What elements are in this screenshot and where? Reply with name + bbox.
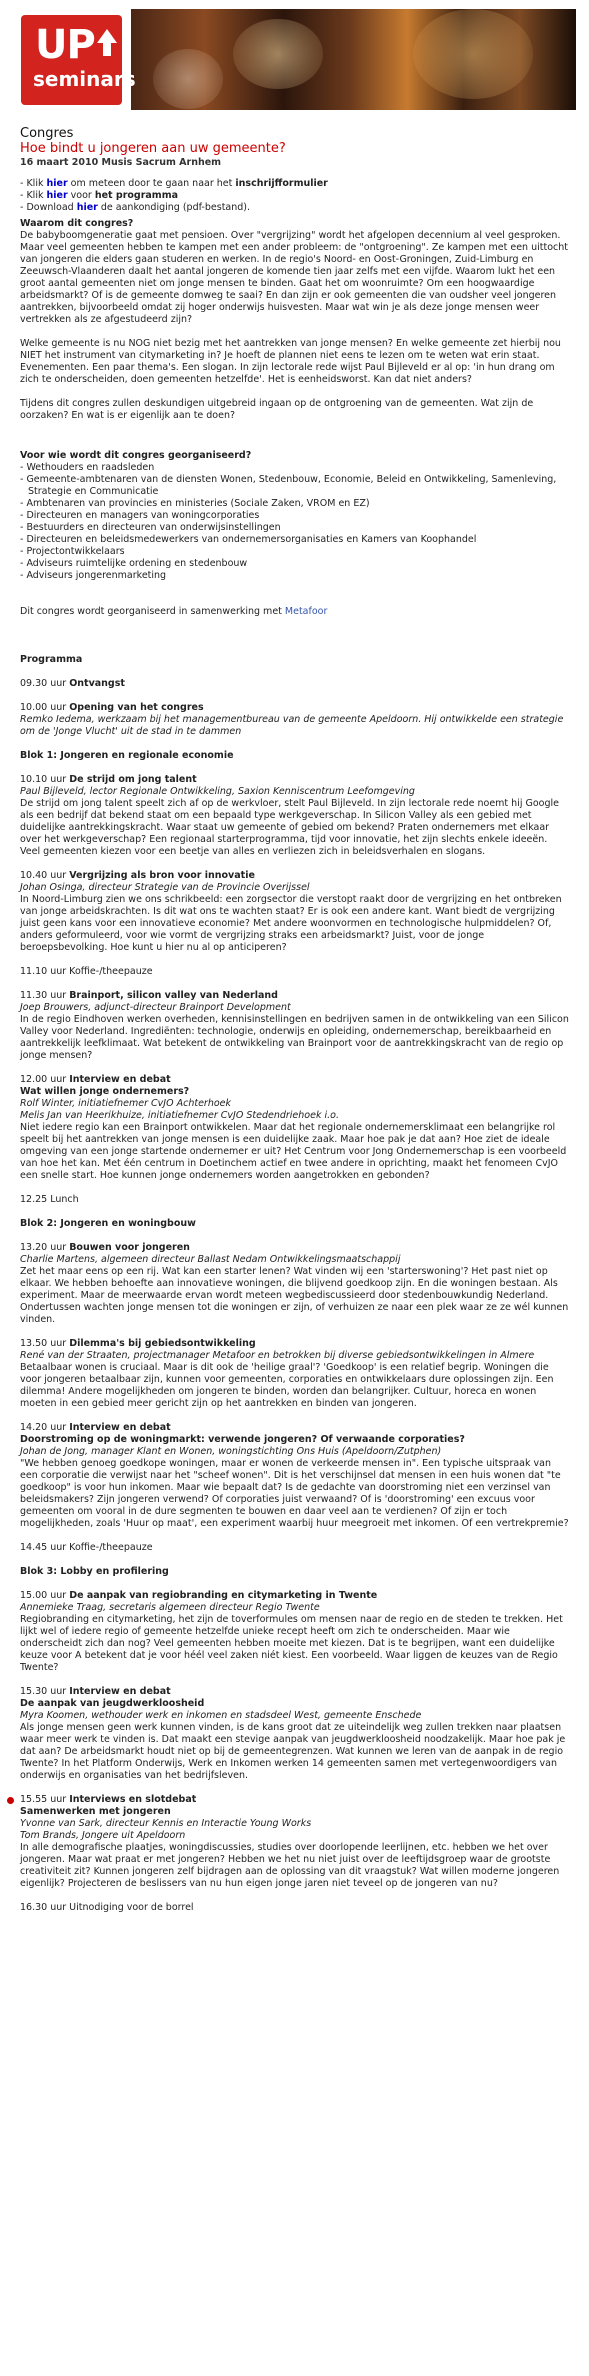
speaker: Yvonne van Sark, directeur Kennis en Interactie Young Works — [20, 1818, 312, 1829]
list-item: - Adviseurs ruimtelijke ordening en stedenbouw — [20, 558, 248, 569]
programme-item-arrival: 09.30 uur Ontvangst — [20, 678, 125, 689]
programme-item: 15.30 uur Interview en debat De aanpak van jeugdwerkloosheid Myra Koomen, wethouder werk en inkomen en stadsdeel West, gemeente Enschede Als jonge mensen geen werk kunnen vinden, is de kans groot dat ze uiteindelijk weg zullen trekken naar plaatsen waar meer werk te vinden is. Dat maakt een stevige aanpak van jeugdwerkloosheid noodzakelijk. Maar hoe pak je dat aan? De arbeidsmarkt houdt niet op bij de gemeentegrenzen. Wat kunnen we leren van de aanpak in de regio Twente? In het Platform Onderwijs, Werk en Inkomen werken 14 gemeenten samen met vertegenwoordigers van onderwijs en organisaties van het bedrijfsleven. — [20, 1686, 569, 1782]
list-item: - Adviseurs jongerenmarketing — [20, 570, 167, 581]
audience-heading: Voor wie wordt dit congres georganiseerd? — [20, 450, 252, 461]
programme-item: 12.00 uur Interview en debat Wat willen jonge ondernemers? Rolf Winter, initiatiefnemer CvJO Achterhoek Melis Jan van Heerikhuize, initiatiefnemer CvJO Stedendriehoek i.o. Niet iedere regio kan een Brainport ontwikkelen. Maar dat het regionale ondernemersklimaat een belangrijke rol speelt bij het aantrekken van jonge mensen is een duidelijke zaak. Maar hoe pak je dat aan? Hoe ziet de ideale omgeving van een jonge startende ondernemer er uit? Het Centrum voor Jong Ondernemerschap is een voorbeeld van hoe het kan. Met één centrum in Doetinchem actief en twee andere in oprichting, maakt het fenomeen CvJO een snelle start. Hoe kunnen jonge ondernemers worden aangetrokken en gebonden? — [20, 1074, 569, 1182]
speaker: Annemieke Traag, secretaris algemeen directeur Regio Twente — [20, 1602, 320, 1613]
programme-item: 14.20 uur Interview en debat Doorstroming op de woningmarkt: verwende jongeren? Of verwaande corporaties? Johan de Jong, manager Klant en Wonen, woningstichting Ons Huis (Apeldoorn/Zutphen) "We hebben genoeg goedkope woningen, maar er wonen de verkeerde mensen in". Een typische uitspraak van een corporatie die verwijst naar het "scheef wonen". Dit is het verschijnsel dat mensen in een huis wonen dat "te goedkoop" is voor hun inkomen. Maar wie bepaalt dat? Is de gedachte van doorstroming niet een verzinsel van beleidsmakers? Zijn jongeren verwend? Of corporaties juist verwaand? Of is 'doorstroming' een excuus voor gemeenten om vooral in de dure segmenten te bouwen en daar veel aan te verdienen? Of zijn er toch mogelijkheden, zoals 'Huur op maat', een experiment waarbij huur meegroeit met inkomen. Of een vertrekpremie? — [20, 1422, 569, 1529]
programme-item: 13.20 uur Bouwen voor jongeren Charlie Martens, algemeen directeur Ballast Nedam Ontwikkelingsmaatschappij Zet het maar eens op een rij. Wat kan een starter lenen? Wat vinden wij een 'starterswoning'? Het past niet op elkaar. We hebben behoefte aan innovatieve woningen, die blijvend goedkoop zijn. En die woningen bestaan. Als experiment. Maar de meerwaarde ervan wordt meteen wegbediscussieerd door stedenbouwkundig Nederland. Ondertussen wachten jonge mensen tot die woningen er zijn, of verhuizen ze naar een plek waar ze ze wél kunnen vinden. — [20, 1242, 569, 1325]
session-subtitle: Doorstroming op de woningmarkt: verwende jongeren? Of verwaande corporaties? — [20, 1434, 465, 1445]
session-description: De strijd om jong talent speelt zich af op de werkvloer, stelt Paul Bijleveld. In zijn lectorale rede noemt hij Google als een bedrijf dat bekend staat om een bepaald type werkgeverschap. In Silicon Valley als een gebied met duidelijke aantrekkingskracht. Waar staat uw gemeente of gebied om bekend? Praten ondernemers met elkaar over het werkgeverschap? Een regionaal starterprogramma, tijd voor innovatie, het zijn slechts enkele ideeën. Veel gemeenten kiezen voor een beetje van alles en verliezen zich in beleidsverhalen en slogans. — [20, 798, 559, 857]
session-description: In alle demografische plaatjes, woningdiscussies, studies over doorlopende leerlijnen, etc. hebben we het over jongeren. Maar wat praat er met jongeren? Hebben we het nu niet juist over de leeftijdsgroep waar de grootste creativiteit zit? Kunnen jongeren zelf bijdragen aan de oplossing van dit vraagstuk? Wat willen moderne jongeren eigenlijk? Projecteren de beslissers van nu hun eigen jonge jaren niet teveel op de jongeren van nu? — [20, 1842, 560, 1889]
block-heading: Blok 2: Jongeren en woningbouw — [20, 1218, 196, 1229]
speaker: Charlie Martens, algemeen directeur Ballast Nedam Ontwikkelingsmaatschappij — [20, 1254, 401, 1265]
list-item: - Ambtenaren van provincies en ministeries (Sociale Zaken, VROM en EZ) — [20, 498, 370, 509]
session-description: Niet iedere regio kan een Brainport ontwikkelen. Maar dat het regionale ondernemersklimaat een belangrijke rol speelt bij het aantrekken van jonge mensen is een duidelijke zaak. Maar hoe pak je dat aan? Hoe ziet de ideale omgeving van een jonge startende ondernemer er uit? Het Centrum voor Jong Ondernemerschap is een voorbeeld van hoe het kan. Met één centrum in Doetinchem actief en twee andere in oprichting, maakt het fenomeen CvJO een snelle start. Hoe kunnen jonge ondernemers worden aangetrokken en gebonden? — [20, 1122, 567, 1181]
programme-item: 13.50 uur Dilemma's bij gebiedsontwikkeling René van der Straaten, projectmanager Metafoor en betrokken bij diverse gebiedsontwikkelingen in Almere Betaalbaar wonen is cruciaal. Maar is dit ook de 'heilige graal'? 'Goedkoop' is een relatief begrip. Woningen die voor jongeren betaalbaar zijn, kunnen voor gemeenten, corporaties en ontwikkelaars dure oplossingen zijn. Een dilemma! Andere mogelijkheden om jongeren te binden, worden dan belangrijker. Cultuur, horeca en wonen moeten in een gebied meer gericht zijn op het aantrekken en binden van jongeren. — [20, 1338, 569, 1410]
session-subtitle: Wat willen jonge ondernemers? — [20, 1086, 190, 1097]
programme-item-lunch: 12.25 Lunch — [20, 1194, 79, 1205]
programme-item-break: 14.45 uur Koffie-/theepauze — [20, 1542, 153, 1553]
programme-item: 15.00 uur De aanpak van regiobranding en citymarketing in Twente Annemieke Traag, secretaris algemeen directeur Regio Twente Regiobranding en citymarketing, het zijn de toverformules om mensen naar de regio en de steden te trekken. Het lijkt wel of iedere regio of gemeente hetzelfde unieke recept heeft om zich te onderscheiden. Maar wie onderscheidt zich dan nog? Veel gemeenten hebben moeite met kiezen. Dat is te begrijpen, want een duidelijke keuze voor A betekent dat je voor héél veel zaken niét kiest. Een voorbeeld. Waar liggen de keuzes van de Regio Twente? — [20, 1590, 569, 1674]
session-subtitle: De aanpak van jeugdwerkloosheid — [20, 1698, 205, 1709]
session-description: Als jonge mensen geen werk kunnen vinden, is de kans groot dat ze uiteindelijk weg zullen trekken naar plaatsen waar meer werk te vinden is. Dat maakt een stevige aanpak van jeugdwerkloosheid noodzakelijk. Maar hoe pak je dat aan? De arbeidsmarkt houdt niet op bij de gemeentegrenzen. Wat kunnen we leren van de aanpak in de regio Twente? In het Platform Onderwijs, Werk en Inkomen werken 14 gemeenten samen met vertegenwoordigers van onderwijs en organisaties van het bedrijfsleven. — [20, 1722, 566, 1781]
speaker: Melis Jan van Heerikhuize, initiatiefnemer CvJO Stedendriehoek i.o. — [20, 1110, 339, 1121]
speaker: Tom Brands, Jongere uit Apeldoorn — [20, 1830, 186, 1841]
programme-item: 15.55 uur Interviews en slotdebat Samenwerken met jongeren Yvonne van Sark, directeur Kennis en Interactie Young Works Tom Brands, Jongere uit Apeldoorn In alle demografische plaatjes, woningdiscussies, studies over doorlopende leerlijnen, etc. hebben we het over jongeren. Maar wat praat er met jongeren? Hebben we het nu niet juist over de leeftijdsgroep waar de grootste creativiteit zit? Kunnen jongeren zelf bijdragen aan de oplossing van dit vraagstuk? Wat willen moderne jongeren eigenlijk? Projecteren de beslissers van nu hun eigen jonge jaren niet teveel op de jongeren van nu? — [20, 1794, 569, 1890]
header-banner — [13, 9, 576, 110]
speaker: Remko Iedema, werkzaam bij het managementbureau van de gemeente Apeldoorn. Hij ontwikkelde een strategie om de 'Jonge Vlucht' uit de stad in te dammen — [20, 714, 564, 737]
why-heading: Waarom dit congres? — [20, 218, 134, 229]
speaker: Myra Koomen, wethouder werk en inkomen en stadsdeel West, gemeente Enschede — [20, 1710, 422, 1721]
speaker: Paul Bijleveld, lector Regionale Ontwikkeling, Saxion Kenniscentrum Leefomgeving — [20, 786, 415, 797]
session-description: Betaalbaar wonen is cruciaal. Maar is dit ook de 'heilige graal'? 'Goedkoop' is een relatief begrip. Woningen die voor jongeren betaalbaar zijn, kunnen voor gemeenten, corporaties en ontwikkelaars dure oplossingen zijn. Een dilemma! Andere mogelijkheden om jongeren te binden, worden dan belangrijker. Cultuur, horeca en wonen moeten in een gebied meer gericht zijn op het aantrekken en binden van jongeren. — [20, 1362, 554, 1409]
list-item: - Bestuurders en directeuren van onderwijsinstellingen — [20, 522, 281, 533]
session-description: Zet het maar eens op een rij. Wat kan een starter lenen? Wat vinden wij een 'starterswoning'? Het past niet op elkaar. We hebben behoefte aan innovatieve woningen, die blijvend goedkoop zijn. En die woningen bestaan. Als experiment. Maar de meerwaarde ervan wordt meteen wegbediscussieerd door stedenbouwkundig Nederland. Ondertussen wachten jonge mensen tot die woningen er zijn, of verhuizen ze naar een plek waar ze ze wél kunnen vinden. — [20, 1266, 569, 1325]
list-item: - Gemeente-ambtenaren van de diensten Wonen, Stedenbouw, Economie, Beleid en Ontwikkeling, Samenleving, Strategie en Communicatie — [20, 474, 557, 497]
metafoor-link[interactable]: Metafoor — [284, 606, 328, 617]
up-seminars-logo[interactable] — [13, 9, 136, 110]
session-description: Regiobranding en citymarketing, het zijn de toverformules om mensen naar de regio en de steden te trekken. Het lijkt wel of iedere regio of gemeente hetzelfde unieke recept heeft om zich te onderscheiden. Maar wie onderscheidt zich dan nog? Veel gemeenten hebben moeite met kiezen. Dat is te begrijpen, want een duidelijke keuze voor A betekent dat je voor héél veel zaken niét kiest. Een voorbeeld. Waar liggen de keuzes van de Regio Twente? — [20, 1614, 563, 1673]
logo-up-text: UP — [35, 22, 95, 68]
programme-item-opening: 10.00 uur Opening van het congres Remko Iedema, werkzaam bij het managementbureau van de gemeente Apeldoorn. Hij ontwikkelde een strategie om de 'Jonge Vlucht' uit de stad in te dammen — [20, 702, 569, 738]
session-subtitle: Samenwerken met jongeren — [20, 1806, 171, 1817]
banner-photo-highlight — [413, 9, 533, 99]
speaker: Joep Brouwers, adjunct-directeur Brainport Development — [20, 1002, 291, 1013]
why-paragraph-3: Tijdens dit congres zullen deskundigen uitgebreid ingaan op de ontgroening van de gemeenten. Wat zijn de oorzaken? En wat is er eigenlijk aan te doen? — [20, 398, 534, 421]
event-date: 16 maart 2010 Musis Sacrum Arnhem — [20, 157, 222, 168]
main-content — [0, 126, 589, 1914]
quick-links — [20, 178, 569, 214]
banner-photo-highlight — [233, 19, 323, 89]
speaker: Johan de Jong, manager Klant en Wonen, woningstichting Ons Huis (Apeldoorn/Zutphen) — [20, 1446, 442, 1457]
partner-line: Dit congres wordt georganiseerd in samenwerking met Metafoor — [20, 606, 328, 617]
banner-photo-highlight — [153, 49, 223, 109]
page-title: Hoe bindt u jongeren aan uw gemeente? — [20, 141, 286, 156]
programme-item-closing: 16.30 uur Uitnodiging voor de borrel — [20, 1902, 194, 1913]
download-pdf-link[interactable]: hier — [76, 202, 98, 213]
bullet-icon — [7, 1797, 14, 1804]
list-item: - Projectontwikkelaars — [20, 546, 125, 557]
programme-item: 11.30 uur Brainport, silicon valley van Nederland Joep Brouwers, adjunct-directeur Brainport Development In de regio Eindhoven werken overheden, kennisinstellingen en bedrijven samen in de ontwikkeling van een Silicon Valley voor Nederland. Ingrediënten: technologie, onderwijs en opleiding, ondernemerschap, bereikbaarheid en aantrekkelijk leefklimaat. Wat betekent de ontwikkeling van Brainport voor de aantrekkingskracht van de regio op jonge mensen? — [20, 990, 569, 1061]
page — [0, 9, 589, 1924]
link-line-registration: - Klik hier om meteen door te gaan naar het inschrijfformulier — [20, 178, 328, 189]
link-line-download: - Download hier de aankondiging (pdf-bestand). — [20, 202, 251, 213]
list-item: - Directeuren en managers van woningcorporaties — [20, 510, 260, 521]
session-description: In Noord-Limburg zien we ons schrikbeeld: een zorgsector die verstopt raakt door de vergrijzing en het ontbreken van jonge arbeidskrachten. Is dit wat ons te wachten staat? Er is ook een andere kant. Want biedt de vergrijzing juist geen kans voor een innovatieve economie? Met andere woonvormen en technologische hulpmiddelen? Of, anders geformuleerd, voor wie vormt de vergrijzing straks een arbeidsmarkt? Juist, voor de jonge beroepsbevolking. Hoe kunt u hier nu al op anticiperen? — [20, 894, 562, 953]
why-paragraph-1: De babyboomgeneratie gaat met pensioen. Over "vergrijzing" wordt het afgelopen decennium al veel gesproken. Maar veel gemeenten hebben te kampen met een ander probleem: de "ontgroening". Ze kampen met een uittocht van jongeren die elders gaan studeren en werken. In de regio's Noord- en Oost-Groningen, Zuid-Limburg en Zeeuwsch-Vlaanderen daalt het aantal jongeren de komende tien jaar zelfs met een vijfde. Waarom lukt het een groot aantal gemeenten niet om jonge mensen te binden. Gaat het om woonruimte? Om een hoogwaardige arbeidsmarkt? Of is de gemeente domweg te saai? En dan zijn er ook gemeenten die van oudsher veel jongeren aantrekken, bijvoorbeeld omdat zij hoger onderwijs huisvesten. Maar wat win je als deze jonge mensen weer vertrekken als ze afgestudeerd zijn? — [20, 230, 568, 325]
logo-arrow-icon — [97, 29, 117, 43]
programme-link[interactable]: hier — [46, 190, 68, 201]
programme-heading: Programma — [20, 654, 83, 665]
section-label: Congres — [20, 126, 74, 141]
why-paragraph-2: Welke gemeente is nu NOG niet bezig met het aantrekken van jonge mensen? En welke gemeente zet hierbij nou NIET het instrument van citymarketing in? Je hoeft de plannen niet eens te lezen om te weten wat erin staat. Evenementen. Een paar thema's. Een slogan. In zijn lectorale rede wijst Paul Bijleveld er al op: 'in hun drang om zich te onderscheiden, doen gemeenten hetzelfde'. Het is eenheidsworst. Kan dat niet anders? — [20, 338, 561, 385]
speaker: René van der Straaten, projectmanager Metafoor en betrokken bij diverse gebiedsontwikkelingen in Almere — [20, 1350, 535, 1361]
session-description: In de regio Eindhoven werken overheden, kennisinstellingen en bedrijven samen in de ontwikkeling van een Silicon Valley voor Nederland. Ingrediënten: technologie, onderwijs en opleiding, ondernemerschap, bereikbaarheid en aantrekkelijk leefklimaat. Wat betekent de ontwikkeling van Brainport voor de aantrekkingskracht van de regio op jonge mensen? — [20, 1014, 569, 1061]
programme-item: 10.40 uur Vergrijzing als bron voor innovatie Johan Osinga, directeur Strategie van de Provincie Overijssel In Noord-Limburg zien we ons schrikbeeld: een zorgsector die verstopt raakt door de vergrijzing en het ontbreken van jonge arbeidskrachten. Is dit wat ons te wachten staat? Er is ook een andere kant. Want biedt de vergrijzing juist geen kans voor een innovatieve economie? Met andere woonvormen en technologische hulpmiddelen? Of, anders geformuleerd, voor wie vormt de vergrijzing straks een arbeidsmarkt? Juist, voor de jonge beroepsbevolking. Hoe kunt u hier nu al op anticiperen? — [20, 870, 569, 954]
link-line-programme: - Klik hier voor het programma — [20, 190, 179, 201]
block-heading: Blok 1: Jongeren en regionale economie — [20, 750, 234, 761]
block-heading: Blok 3: Lobby en profilering — [20, 1566, 169, 1577]
logo-arrow-stem — [103, 42, 111, 56]
programme-item: 10.10 uur De strijd om jong talent Paul Bijleveld, lector Regionale Ontwikkeling, Saxion Kenniscentrum Leefomgeving De strijd om jong talent speelt zich af op de werkvloer, stelt Paul Bijleveld. In zijn lectorale rede noemt hij Google als een bedrijf dat bekend staat om een bepaald type werkgeverschap. In Silicon Valley als een gebied met duidelijke aantrekkingskracht. Waar staat uw gemeente of gebied om bekend? Praten ondernemers met elkaar over het werkgeverschap? Een regionaal starterprogramma, tijd voor innovatie, het zijn slechts enkele ideeën. Veel gemeenten kiezen voor een beetje van alles en verliezen zich in beleidsverhalen en slogans. — [20, 774, 569, 858]
logo-seminars-text: seminars — [33, 67, 136, 91]
speaker: Rolf Winter, initiatiefnemer CvJO Achterhoek — [20, 1098, 231, 1109]
programme-item-break: 11.10 uur Koffie-/theepauze — [20, 966, 153, 977]
session-description: "We hebben genoeg goedkope woningen, maar er wonen de verkeerde mensen in". Een typische uitspraak van een corporatie die verwijst naar het "scheef wonen". Dit is het verschijnsel dat mensen in een huis wonen dat "te goedkoop" is voor hun inkomen. Maar wie bepaalt dat? Is de gedachte van doorstroming niet een verzinsel van beleidsmakers? Zijn jongeren verwend? Of corporaties juist verwaand? Of is 'doorstroming' een excuus voor gemeenten om vooral in de dure segmenten te bouwen en daar veel aan te verdienen? Of zijn er toch mogelijkheden, zoals 'Huur op maat', een experiment waarbij huur meegroeit met inkomen. Of een vertrekpremie? — [20, 1458, 569, 1529]
speaker: Johan Osinga, directeur Strategie van de Provincie Overijssel — [20, 882, 310, 893]
audience-list — [20, 462, 569, 582]
registration-link[interactable]: hier — [46, 178, 68, 189]
list-item: - Directeuren en beleidsmedewerkers van ondernemersorganisaties en Kamers van Koophandel — [20, 534, 477, 545]
logo-red-box — [21, 15, 136, 105]
list-item: - Wethouders en raadsleden — [20, 462, 155, 473]
